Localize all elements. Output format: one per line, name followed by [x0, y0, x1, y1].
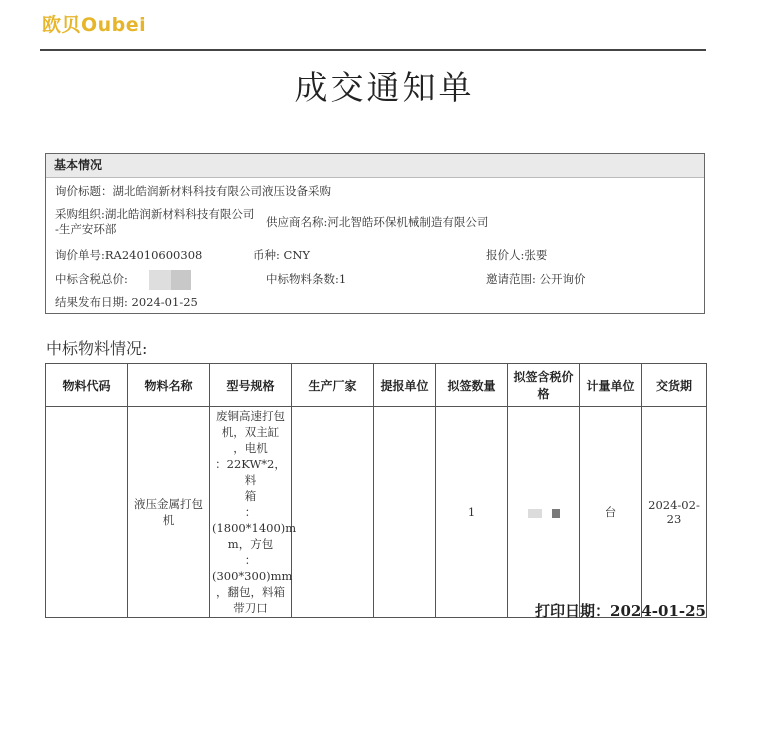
- header-submit-unit: 提报单位: [374, 364, 436, 407]
- cell-quantity: 1: [436, 407, 508, 618]
- redacted-price-left: [149, 270, 171, 290]
- redacted-price-right: [171, 270, 191, 290]
- purchase-org-line1: 采购组织:湖北皓润新材料科技有限公司: [55, 207, 255, 221]
- quoter: 报价人:张要: [486, 248, 548, 262]
- cell-spec: [210, 407, 297, 618]
- supplier-name: 供应商名称:河北智皓环保机械制造有限公司: [266, 215, 489, 229]
- purchase-org-line2: -生产安环部: [55, 222, 117, 236]
- header-spec: 型号规格: [210, 364, 292, 407]
- header-material-name: 物料名称: [128, 364, 210, 407]
- spec-line: ，翻包，料箱: [216, 585, 285, 599]
- spec-line: ，电机: [233, 441, 268, 455]
- table-header-row: [46, 364, 707, 407]
- print-date: 打印日期：2024-01-25: [535, 602, 706, 620]
- cell-price: [508, 407, 580, 618]
- header-price: 拟签含税价格: [508, 364, 580, 407]
- publish-date: 结果发布日期: 2024-01-25: [55, 295, 198, 309]
- redacted-unit-price: [528, 509, 542, 518]
- inquiry-number: 询价单号:RA24010600308: [55, 248, 203, 262]
- brand-logo: 欧贝Oubei: [42, 14, 147, 36]
- section-title: 中标物料情况:: [46, 339, 148, 358]
- spec-line: ：(300*300)mm: [212, 553, 293, 583]
- basic-info-heading: 基本情况: [46, 154, 704, 178]
- header-delivery: 交货期: [642, 364, 707, 407]
- page-title: 成交通知单: [294, 68, 475, 107]
- header-quantity: 拟签数量: [436, 364, 508, 407]
- header-manufacturer: 生产厂家: [292, 364, 374, 407]
- awarded-items-table: [45, 363, 707, 618]
- header-material-code: 物料代码: [46, 364, 128, 407]
- spec-line: m，方包: [227, 537, 274, 551]
- header-divider: [40, 49, 706, 51]
- header-measure-unit: 计量单位: [580, 364, 642, 407]
- material-name-line2: 机: [162, 513, 175, 527]
- spec-line: ：(1800*1400)m: [212, 505, 297, 535]
- spec-line: 箱: [244, 489, 257, 503]
- inquiry-title: 询价标题：湖北皓润新材料科技有限公司液压设备采购: [55, 184, 331, 198]
- cell-material-name: [128, 407, 210, 618]
- item-count: 中标物料条数:1: [266, 272, 347, 286]
- material-name-line1: 液压金属打包: [134, 497, 203, 511]
- cell-measure-unit: 台: [580, 407, 642, 618]
- redacted-unit-price-dark: [552, 509, 560, 518]
- spec-line: 机，双主缸: [221, 425, 280, 439]
- currency: 币种: CNY: [253, 248, 310, 262]
- table-row: [46, 407, 707, 618]
- spec-line: 带刀口: [233, 601, 268, 615]
- total-price-label: 中标含税总价:: [55, 272, 128, 286]
- invite-scope: 邀请范围: 公开询价: [486, 272, 586, 286]
- cell-delivery: 2024-02-23: [642, 407, 707, 618]
- spec-line: ：22KW*2，料: [215, 457, 286, 487]
- cell-submit-unit: [374, 407, 436, 618]
- basic-info-panel: [45, 153, 705, 314]
- cell-manufacturer: [292, 407, 374, 618]
- spec-line: 废铜高速打包: [216, 409, 285, 423]
- cell-material-code: [46, 407, 128, 618]
